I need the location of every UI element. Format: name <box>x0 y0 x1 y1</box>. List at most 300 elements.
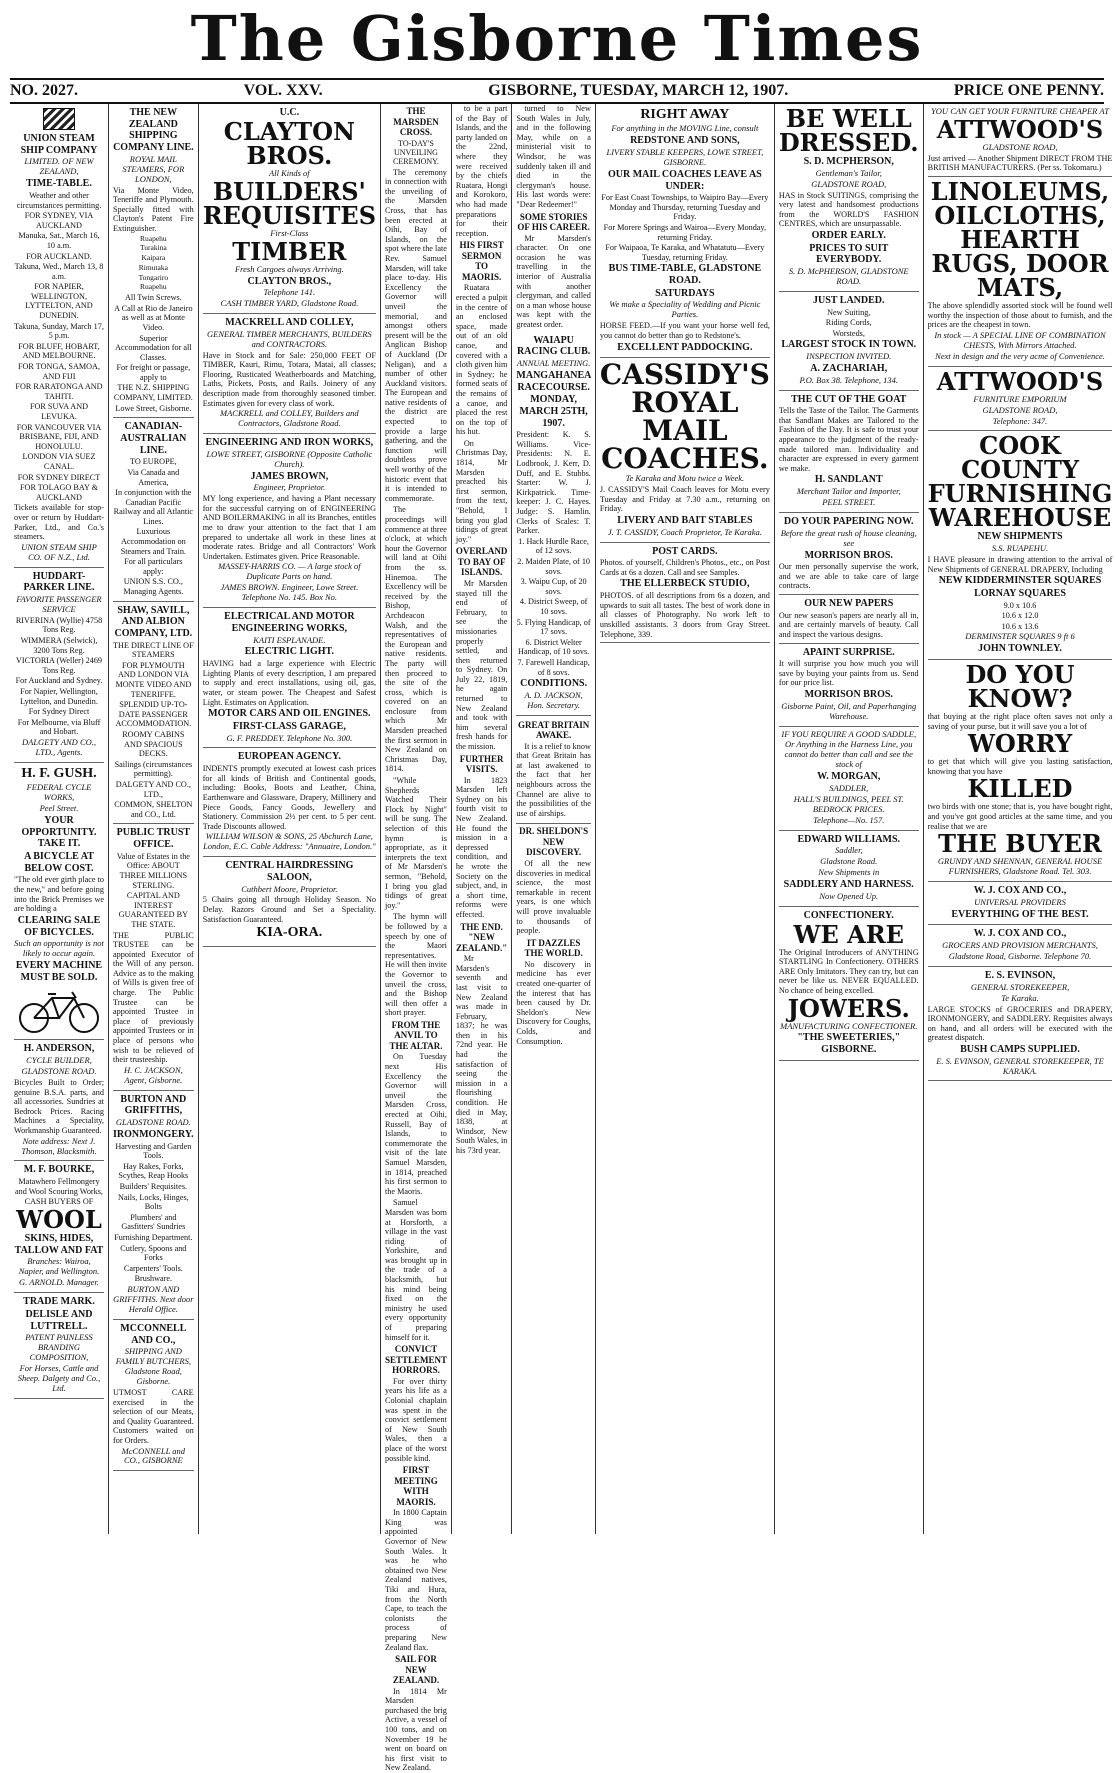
ad-text: Bicycles Built to Order; genuine B.S.A. parts, and all accessories. Sundries at Bedrock Prices. Racing Machines a Speciality, Workmanship Guaranteed. <box>14 1078 104 1135</box>
ad-text: J. CASSIDY'S Mail Coach leaves for Motu every Tuesday and Friday at 7.30 a.m., returning on Friday. <box>599 485 770 514</box>
ad-text: UTMOST CARE exercised in the selection of our Meats, and Quality Guaranteed. Customers waited on for Orders. <box>113 1387 194 1445</box>
ad-text: 5 Chairs going all through Holiday Season. No Delay. Razors Ground and Set a Speciality. Satisfaction Guaranteed. <box>202 895 377 924</box>
ad-name: MORRISON BROS. <box>804 688 893 700</box>
electrical-engineering-ad <box>203 608 376 748</box>
ad-title: POST CARDS. <box>652 545 718 557</box>
ad-name: H. SANDLANT <box>814 474 883 486</box>
volume-number: VOL. XXV. <box>243 82 323 99</box>
sandlant-ad <box>779 391 919 513</box>
article-subheading: HIS FIRST SERMON TO MAORIS. <box>459 240 504 282</box>
ad-heading: BUILDERS' REQUISITES <box>202 176 377 230</box>
article-paragraph: "While Shepherds Watched Their Flock by Night" will be sung. The selection of this hymn is appropriate, as it interprets the text of Mr Marsden's sermon, "Behold, I bring you glad tidings of great joy." <box>385 776 447 910</box>
ad-desc: Gisborne Paint, Oil, and Paperhanging Warehouse. <box>781 700 917 721</box>
ad-title: CANADIAN-AUSTRALIAN LINE. <box>120 421 187 456</box>
ad-title: OUR NEW PAPERS <box>804 598 894 610</box>
ad-heading: WORRY <box>967 729 1073 759</box>
issue-number: NO. 2027. <box>10 82 78 99</box>
ad-heading: ELECTRIC LIGHT. <box>244 646 334 658</box>
list-item: 1. Hack Hurdle Race, of 12 sovs. <box>518 536 589 556</box>
list-item: DALGETY AND CO., LTD., <box>115 780 191 799</box>
column-3 <box>198 104 380 1534</box>
list-item: Ruapehu <box>140 233 167 243</box>
ad-text: YOU CAN GET YOUR FURNITURE CHEAPER AT <box>931 106 1109 116</box>
ad-desc: LIVERY STABLE KEEPERS, LOWE STREET, GISBORNE. <box>606 147 764 167</box>
attwood-emporium-ad <box>928 367 1113 432</box>
ad-heading: CLEARING SALE OF BICYCLES. <box>17 914 101 938</box>
column-9 <box>923 104 1116 1534</box>
article-paragraph: Mr Marsden's character. On one occasion he was travelling in the interior of Australia with another clergyman, and called on a man whose house was kept with the greatest order. <box>516 233 591 329</box>
ad-heading: SADDLERY AND HARNESS. <box>783 879 914 891</box>
article-heading: GREAT BRITAIN AWAKE. <box>517 719 590 741</box>
ad-lines <box>113 457 194 596</box>
article-paragraph: Samuel Marsden was born at Horsforth, a village in the vast riding of Yorkshire, and was brought up in the trade of a blacksmith, but his mind being fixed on the ministry he used every opportunity of preparing himself for it. <box>385 1198 447 1342</box>
morrison-papering-ad <box>779 513 919 595</box>
ad-agent: DALGETY AND CO., LTD., Agents. <box>22 736 96 757</box>
zachariah-ad <box>779 292 919 391</box>
list-item: Nails, Locks, Hinges, Bolts <box>117 1192 189 1212</box>
ad-title: PUBLIC TRUST OFFICE. <box>116 827 191 851</box>
ad-heading: ORDER EARLY. <box>811 229 886 241</box>
list-item: For Melbourne, via Bluff and Hobart. <box>17 717 101 737</box>
ad-subtitle: FEDERAL CYCLE WORKS, <box>26 782 92 803</box>
ad-footer: E. S. EVINSON, GENERAL STOREKEEPER, TE KARAKA. <box>936 1055 1104 1076</box>
list-item: COMMON, SHELTON and CO., Ltd. <box>114 800 193 819</box>
ad-name: THE ELLERBECK STUDIO, <box>620 578 750 590</box>
article-paragraph: Mr Marsden stayed till the end of February, to see the missionaries properly settled, and then returned to Sydney. On July 22, 1819, he again returned to New Zealand and took with him several fresh hands for the mission. <box>455 578 508 752</box>
ad-subtitle: CYCLE BUILDER, <box>26 1055 92 1066</box>
ad-text: Our men personally supervise the work, and we are able to take care of large contracts. <box>778 562 919 591</box>
do-you-know-ad <box>928 660 1113 882</box>
list-item: THE N.Z. SHIPPING COMPANY, LIMITED. <box>113 383 193 403</box>
ad-heading: OUR MAIL COACHES LEAVE AS UNDER: <box>607 168 762 192</box>
list-item: Carpenters' Tools. <box>123 1263 183 1273</box>
article-paragraph: In 1814 Mr Marsden purchased the brig Active, a vessel of 100 tons, and on November 19 he went on board on his first visit to New Zealand. <box>385 1686 447 1773</box>
list-item: Via Canada and America, <box>127 467 180 487</box>
columns <box>10 104 1113 1773</box>
list-item: TO EUROPE, <box>129 457 177 467</box>
ad-title: COOK COUNTY FURNISHING WAREHOUSE <box>927 431 1113 533</box>
article-paragraph: Ruatara erected a pulpit in the centre of an enclosed space, made out of an old canoe, and covered with a cloth given him in Sydney; he formed seats of the remains of a canoe, and placed the rest on the top of his hut. <box>455 283 508 437</box>
list-item: UNION S.S. CO., Managing Agents. <box>123 577 184 597</box>
list-item: Plumbers' and Gasfitters' Sundries <box>121 1212 186 1232</box>
article-paragraph: Of all the new discoveries in medical science, the most remarkable in recent years, is one which will prove invaluable to thousands of people. <box>516 858 591 936</box>
list-item: Luxurious Accommodation on Steamers and Train. <box>120 527 186 556</box>
ad-footer: KIA-ORA. <box>256 925 323 941</box>
ad-title: ATTWOOD'S <box>936 366 1104 396</box>
canadian-australian-ad <box>113 418 194 601</box>
list-item: Ruapehu <box>140 282 167 292</box>
article-paragraph: On Tuesday next His Excellency the Governor will unveil the Marsden Cross, erected at Oihi, Russell, Bay of Islands, to commemorate the visit of the late Samuel Marsden, in 1814, preached his first sermon to the Maoris. <box>385 1052 447 1196</box>
ad-role: Merchant Tailor and Importer, <box>796 486 901 497</box>
list-item: FOR PLYMOUTH AND LONDON VIA MONTE VIDEO AND TENERIFFE. <box>115 660 192 699</box>
ad-text: President: K. S. Williams. Vice-Presidents: N. E. Lodbrook, J. Kerr, D. Duff, and E. Stubbs. Starter: W. J. Kirkpatrick. Time-keeper: J. C. Hayes. Judge: S. Hamlin. Clerks of Scales: T. Parker. <box>516 430 591 536</box>
ad-subtitle: First-Class <box>270 227 309 238</box>
ad-title: MACKRELL AND COLLEY, <box>225 317 354 329</box>
ad-label: U.C. <box>279 107 300 118</box>
ad-name: W. J. COX AND CO., <box>973 885 1067 897</box>
ad-subtitle: ROYAL MAIL STEAMERS, FOR LONDON, <box>122 153 185 184</box>
column-2 <box>108 104 198 1534</box>
ad-telephone: Telephone—No. 157. <box>813 814 885 825</box>
article-paragraph: turned to New South Wales in July, and in the following May, while on a ministerial visit to Windsor, he was suddenly taken ill and died in the clergyman's house. His last words were: "Dear Redeemer!" <box>516 104 591 209</box>
ad-footer: J. T. CASSIDY, Coach Proprietor, Te Karaka. <box>607 526 762 537</box>
ad-secretary: A. D. JACKSON, Hon. Secretary. <box>524 689 583 710</box>
evinson-store-ad <box>928 967 1113 1082</box>
ad-name: REDSTONE AND SONS, <box>630 135 740 147</box>
masthead <box>10 0 1104 78</box>
european-agency-ad <box>203 748 376 857</box>
ad-title: THE NEW ZEALAND SHIPPING COMPANY LINE. <box>113 107 194 154</box>
ad-name: EDWARD WILLIAMS. <box>797 833 901 845</box>
list-item: Superior Accommodation for all Classes. <box>115 333 192 362</box>
list-item: Turakina <box>139 243 167 253</box>
ad-title: WAIAPU RACING CLUB. <box>516 334 591 358</box>
ad-title: JAMES BROWN, <box>250 470 329 482</box>
article-paragraph: For over thirty years his life as a Colonial chaplain was spent in the convict settlement of New South Wales, then a place of the worst possible kind. <box>385 1376 447 1463</box>
column-5 <box>451 104 512 1534</box>
ad-text: I HAVE pleasure in drawing attention to the arrival of New Shipments of GENERAL DRAPERY, Including <box>927 555 1113 574</box>
ad-text: The above splendidly assorted stock will be found well worthy the inspection of those about to furnish, and the prices are the cheapest in town. <box>927 301 1113 330</box>
ad-text: Our new season's papers are nearly all in, and are certainly marvels of beauty. Call and inspect the various designs. <box>778 610 919 639</box>
ad-title: ATTWOOD'S <box>936 114 1104 144</box>
list-item: FOR SYDNEY DIRECT <box>17 472 101 482</box>
ad-footer: G. F. PREDDEY. Telephone No. 300. <box>226 732 353 743</box>
ad-subtitle: GENERAL TIMBER MERCHANTS, BUILDERS and CONTRACTORS. <box>207 328 372 349</box>
ad-subtitle: SHIPPING AND FAMILY BUTCHERS, Gladstone Road, Gisborne. <box>115 1346 191 1386</box>
list-item: All Twin Screws. <box>124 293 182 303</box>
mcpherson-tailor-ad <box>779 104 919 292</box>
ad-name: CLAYTON BROS., <box>247 275 332 287</box>
ad-role: GROCERS AND PROVISION MERCHANTS, <box>942 940 1098 951</box>
ad-title: CLAYTON BROS. <box>223 116 355 170</box>
ad-heading: NEW SHIPMENTS <box>977 531 1063 543</box>
ad-footer: P.O. Box 38. Telephone, 134. <box>799 374 898 385</box>
ad-title: APAINT SURPRISE. <box>802 646 895 658</box>
place-date: GISBORNE, TUESDAY, MARCH 12, 1907. <box>488 82 789 99</box>
list-item: For Sydney Direct <box>28 707 90 717</box>
redstone-ad <box>600 104 770 358</box>
sailing-list <box>14 616 104 737</box>
ad-text: two birds with one stone; that is, you have bought right, and you've got good articles at the same time, and you realise that we are <box>927 802 1113 831</box>
ad-name: A. ZACHARIAH, <box>810 362 888 374</box>
ad-title: BE WELL DRESSED. <box>778 104 919 157</box>
ad-text: Or Anything in the Harness Line, you cannot do better than call and see the stock of <box>784 739 913 770</box>
article-subheading: FROM THE ANVIL TO THE ALTAR. <box>389 1019 443 1051</box>
ad-heading: EXCELLENT PADDOCKING. <box>617 341 753 353</box>
ad-footer: McCONNELL and CO., GISBORNE <box>121 1445 186 1466</box>
ad-name: W. J. COX AND CO., <box>973 928 1067 940</box>
public-trust-ad <box>113 824 194 1090</box>
ad-text: Now Opened Up. <box>819 890 879 901</box>
ad-note: Tickets available for stop-over or return by Huddart-Parker, Ltd., and Co.'s steamers. <box>14 503 104 542</box>
ad-telephone: Telephone: 347. <box>992 415 1048 426</box>
ad-text: PATENT PAINLESS BRANDING COMPOSITION, <box>25 1332 93 1363</box>
ad-title: DO YOU KNOW? <box>965 660 1075 714</box>
ad-title: THE CUT OF THE GOAT <box>791 393 907 405</box>
ad-heading: EVERY MACHINE MUST BE SOLD. <box>15 960 103 983</box>
ad-heading: NEW KIDDERMINSTER SQUARES <box>938 575 1102 587</box>
ad-heading: TIME-TABLE. <box>26 178 92 190</box>
dateline-bar <box>10 78 1104 104</box>
ad-heading: PRICES TO SUIT EVERYBODY. <box>809 242 889 266</box>
list-item: FOR SYDNEY, VIA AUCKLAND <box>24 211 94 230</box>
ad-text: "The old ever girth place to the new," and before going into the Brick Premises we are holding a <box>14 875 104 914</box>
ad-text: The Original Introducers of ANYTHING STARTLING In Confectionery. OTHERS ARE Only Imitators. They can try, but can never be like us. NEVER EQUALLED. No chance of being excelled. <box>778 947 919 995</box>
price: PRICE ONE PENNY. <box>953 82 1104 99</box>
list-item: For Napier, Wellington, Lyttelton, and Dunedin. <box>20 687 98 706</box>
jowers-confectionery-ad <box>779 907 919 1061</box>
list-item: 10.6 x 12.0 <box>1001 611 1039 621</box>
ad-subtitle: Te Karaka and Motu twice a Week. <box>625 473 745 484</box>
masthead-title: The Gisborne Times <box>190 2 924 75</box>
ad-subtitle: GLADSTONE ROAD. <box>115 1117 191 1128</box>
list-item: FOR SUVA AND LEVUKA. <box>29 402 89 421</box>
list-item: 3. Waipu Cup, of 20 sovs. <box>520 577 587 596</box>
ad-address: GLADSTONE ROAD, <box>982 404 1058 415</box>
ad-heading: LIVERY AND BAIT STABLES <box>617 514 753 526</box>
ad-subtitle: All Kinds of <box>269 167 310 178</box>
ad-telephone: Telephone 141. <box>263 287 316 298</box>
ad-footer: For Horses, Cattle and Sheep. Dalgety and Co., Ltd. <box>17 1363 101 1393</box>
ad-name: JOWERS. <box>787 993 910 1023</box>
list-item: Worsteds, <box>832 328 865 338</box>
shaw-savill-ad <box>113 602 194 825</box>
ad-title: EUROPEAN AGENCY. <box>237 751 341 763</box>
ad-text: that buying at the right place often saves not only a saving of your purse, but it will save you a lot of <box>927 712 1113 731</box>
ad-footer: "THE SWEETERIES," GISBORNE. <box>797 1032 901 1056</box>
coach-list <box>600 193 770 262</box>
article-subheading: SOME STORIES OF HIS CAREER. <box>517 211 590 233</box>
morgan-saddler-ad <box>779 727 919 831</box>
list-item: Kaipara <box>141 253 166 263</box>
ad-title: JUST LANDED. <box>813 294 885 306</box>
ad-address: Te Karaka. <box>1001 992 1039 1003</box>
ad-text: DERMINSTER SQUARES 9 ft 6 <box>965 631 1075 642</box>
ad-text: IF YOU REQUIRE A GOOD SADDLE, <box>781 728 917 739</box>
ad-agent: MASSEY-HARRIS CO. — A large stock of Duplicate Parts on hand. <box>218 561 361 582</box>
post-cards-ad <box>600 543 770 644</box>
ad-text: Such an opportunity is not likely to occur again. <box>14 938 104 959</box>
ad-footer: JAMES BROWN. Engineer, Lowe Street. Telephone No. 145. Box No. <box>220 582 359 603</box>
list-item: Manuka, Sat., March 16, 10 a.m. <box>18 231 100 250</box>
ad-address: CASH TIMBER YARD, Gladstone Road. <box>220 298 359 309</box>
list-item: CASH BUYERS OF <box>24 1197 94 1207</box>
column-1 <box>10 104 108 1534</box>
cox-providers-ad <box>928 882 1113 925</box>
ad-role: Saddler, <box>834 845 863 856</box>
ad-footer: BURTON AND GRIFFITHS. Next door Herald Office. <box>113 1284 194 1314</box>
size-list <box>928 601 1113 632</box>
list-item: 5. Flying Handicap, of 17 sovs. <box>516 617 591 637</box>
ad-subtitle: LOWE STREET, GISBORNE (Opposite Catholic Church). <box>206 448 373 469</box>
ad-text: HAVING had a large experience with Electric Lighting Plants of every description, I am prepared to supply and erect installations, using oil, gas, water, or steam power. The Cheapest and Safest Light. Estimates on Application. <box>202 659 377 707</box>
list-item: Sailings (circumstances permitting). <box>114 759 193 779</box>
britain-awake-article <box>516 716 590 825</box>
ad-text: Next in design and the very acme of Convenience. <box>935 350 1105 361</box>
article-subheading: OVERLAND TO BAY OF ISLANDS. <box>455 546 508 578</box>
list-item: FOR VANCOUVER VIA BRISBANE, FIJI, AND HONOLULU. <box>16 422 102 451</box>
ad-text: In stock — A SPECIAL LINE OF COMBINATION CHESTS, With Mirrors Attached. <box>934 329 1106 350</box>
ad-title: MCCONNELL AND CO., <box>120 1322 187 1346</box>
list-item: For all particulars apply: <box>124 557 183 576</box>
ad-title: HUDDART-PARKER LINE. <box>23 570 95 594</box>
ad-text: MY long experience, and having a Plant necessary for the successful carrying on of ENGINEERING AND BOILERMAKING in all its Branches, entitles me to draw your attention to the fact that I am prepared to undertake all work in these lines at moderate rates. Bridge and all Contractors' Work Undertaken. Estimates given. Price Reasonable. <box>202 494 377 561</box>
racing-club-notice <box>516 332 590 716</box>
ad-subtitle: LIMITED. OF NEW ZEALAND, <box>24 156 94 177</box>
ad-lines <box>113 852 194 930</box>
ad-branches: Branches: Wairoa, Napier, and Wellington. <box>18 1256 100 1277</box>
list-item: FOR TOLAGO BAY & AUCKLAND <box>19 483 99 502</box>
list-item: Builders' Requisites. <box>119 1182 188 1192</box>
ad-date: MONDAY, MARCH 25TH, 1907. <box>519 394 588 429</box>
list-item: SPLENDID UP-TO-DATE PASSENGER ACCOMMODATION. <box>115 700 192 729</box>
list-item: LONDON VIA SUEZ CANAL. <box>22 452 96 471</box>
burton-griffiths-ad <box>113 1091 194 1320</box>
ad-footer: MACKRELL and COLLEY, Builders and Contractors, Gladstone Road. <box>220 408 359 429</box>
ad-heading: BUSH CAMPS SUPPLIED. <box>960 1043 1080 1055</box>
ad-text: HAS in Stock SUITINGS, comprising the very latest and handsomest productions from the WORLD'S FASHION CENTRES, which are unsurpassable. <box>778 190 919 229</box>
timetable-list <box>14 191 104 502</box>
list-item: Riding Cords, <box>825 318 872 328</box>
ad-agent: H. C. JACKSON, Agent, Gisborne. <box>123 1064 183 1085</box>
article-paragraph: to be a part of the Bay of Islands, and the party landed on the 22nd, where they were received by the chiefs Ruatara, Hongi and Korokoro, who had made preparations for their reception. <box>455 104 508 238</box>
ad-address: HALL'S BUILDINGS, PEEL ST. BEDROCK PRICES. <box>793 793 904 814</box>
list-item: For freight or passage, apply to <box>116 363 191 382</box>
ad-text: Just arrived — Another Shipment DIRECT FROM THE BRITISH MANUFACTURERS. (Per ss. Tokomaru.) <box>927 153 1113 173</box>
ad-text: INSPECTION INVITED. <box>806 351 892 362</box>
delisle-ad <box>14 1293 104 1399</box>
list-item: Furnishing Department. <box>114 1233 193 1243</box>
williams-saddler-ad <box>779 831 919 907</box>
ad-title: M. F. BOURKE, <box>23 1164 95 1176</box>
list-item: Hay Rakes, Forks, Scythes, Reap Hooks <box>118 1161 189 1181</box>
ad-title: BURTON AND GRIFFITHS, <box>120 1093 187 1117</box>
ad-name: S. D. MCPHERSON, <box>803 156 894 167</box>
ad-text: New Shipments in <box>818 867 880 878</box>
ad-text: Before the great rush of house cleaning, see <box>780 527 917 548</box>
clayton-bros-ad <box>203 104 376 314</box>
column-8 <box>774 104 923 1534</box>
ad-text: Via Monte Video, Teneriffe and Plymouth. Specially fitted with Clayton's Patent Fire Extinguisher. <box>113 185 194 233</box>
list-item: 6. District Welter Handicap, of 10 sovs. <box>518 637 590 657</box>
ad-goods: SKINS, HIDES, TALLOW AND FAT <box>14 1232 104 1256</box>
article-paragraph: The proceedings will commence at three o'clock, at which hour the Governor will land at Oihi from the ss. Hinemoa. The Excellency will be received by the Bishop, Archdeacon Walsh, and the representatives of the European and native residents. The party will then proceed to the site of the cross, which is covered on an enclosure from which Mr Marsden preached the first sermon in New Zealand on Christmas Day, 1814. <box>385 505 447 774</box>
james-brown-ad <box>203 434 376 608</box>
list-item: THE DIRECT LINE OF STEAMERS <box>113 640 194 660</box>
ship-list <box>113 235 194 293</box>
list-item: Brushware. <box>134 1274 173 1284</box>
ad-heading: ENGINEERING AND IRON WORKS, <box>205 437 374 449</box>
ad-name: E. S. EVINSON, <box>984 969 1056 981</box>
ad-role: Gentleman's Tailor, <box>815 167 882 178</box>
list-item: FOR NAPIER, WELLINGTON, LYTTELTON, AND DUNEDIN. <box>25 282 93 321</box>
ad-heading: THE BUYER <box>938 829 1102 859</box>
ad-heading: LORNAY SQUARES <box>974 587 1066 599</box>
list-item: CAPITAL AND INTEREST GUARANTEED BY THE STATE. <box>118 891 189 929</box>
list-item: For Auckland and Sydney. <box>15 676 103 686</box>
list-item: Matawhero Fellmongery and Wool Scouring Works, <box>15 1177 103 1196</box>
list-item: ROOMY CABINS AND SPACIOUS DECKS. <box>122 730 185 759</box>
ad-text: HORSE FEED.—If you want your horse well fed, you cannot do better than go to Redstone's. <box>599 321 770 340</box>
ad-subtitle: ANNUAL MEETING. <box>516 357 591 368</box>
ad-text: Have in Stock and for Sale: 250,000 FEET OF TIMBER, Kauri, Rimu, Totara, Matai, all classes; Flooring, Rusticated Weatherboards and Matching, Laths, Pickets, Posts, and Rails. Joinery of any description made from thoroughly seasoned timber. Estimates given for every class of work. <box>202 350 377 408</box>
list-item: For East Coast Townships, to Waipiro Bay—Every Monday and Thursday, returning Tuesday and Friday. <box>601 193 769 222</box>
list-item: In conjunction with the Canadian Pacific Railway and all Atlantic Lines. <box>113 488 194 526</box>
list-item: RIVERINA (Wyllie) 4758 Tons Reg. <box>15 615 103 635</box>
ad-heading: WE ARE <box>793 919 904 949</box>
list-item: New Suiting, <box>827 307 871 317</box>
bourke-wool-ad <box>14 1161 104 1293</box>
ad-text: to get that which will give you lasting satisfaction, knowing that you have <box>927 757 1113 776</box>
race-list <box>516 537 590 677</box>
ad-address: GLADSTONE ROAD, <box>982 141 1058 152</box>
ad-footer: GRUNDY AND SHENNAN, GENERAL HOUSE FURNISHERS, Gladstone Road. Tel. 303. <box>937 856 1103 877</box>
ad-address: GLADSTONE ROAD, <box>811 178 887 189</box>
list-item: 9.0 x 10.6 <box>1003 600 1037 610</box>
ad-title: UNION STEAM SHIP COMPANY <box>20 133 98 156</box>
ad-text: PHOTOS. of all descriptions from 6s a dozen, and upwards to suit all tastes. The best of work done in all classes of Photography. No work left to unskilled assistants. 3 doors from Gray Street. Telephone, 339. <box>599 591 770 639</box>
ad-name: MORRISON BROS. <box>804 549 893 561</box>
ad-text: LARGE STOCKS of GROCERIES and DRAPERY, IRONMONGERY, and SADDLERY. Requisites always on hand, and all orders will be executed with the greatest dispatch. <box>927 1004 1113 1043</box>
ad-address: PEEL STREET. <box>822 497 876 508</box>
article-paragraph: No discovery in medicine has ever created one-quarter of the interest that has been caused by Dr. Sheldon's New Discovery for Coughs, Colds, and Consumption. <box>516 959 591 1046</box>
article-subheading: FIRST MEETING WITH MAORIS. <box>394 1465 438 1507</box>
article-paragraph: On Christmas Day, 1814, Mr Marsden preached his first sermon, from the text, "Behold, I bring you glad tidings of great joy." <box>455 438 508 544</box>
ad-text: INDENTS promptly executed at lowest cash prices for all kinds of British and Continental goods, including: Books, Boots and Leather, China, Earthenware and Glassware, Drapery, Millinery and Piece Goods, Fancy Goods, Jewellery and Stationery. Commission 2½ per cent. to 5 per cent. Trade Discounts allowed. <box>202 764 377 831</box>
article-subheading: THE END. "NEW ZEALAND." <box>456 921 508 953</box>
list-item: Tongariro <box>138 272 169 282</box>
union-steam-ship-ad <box>14 104 104 568</box>
ad-text: THE PUBLIC TRUSTEE can be appointed Executor of the Will of any person. Advice as to the making of Wills is given free of charge. The Public Trustee can be appointed Trustee in place of previously appointed Trustees or in place of persons who wish to be relieved of their trusteeship. <box>113 930 194 1065</box>
list-item: 7. Farewell Handicap, of 8 sovs. <box>517 657 590 677</box>
new-papers-ad <box>779 595 919 643</box>
ad-title: LINOLEUMS, OILCLOTHS, HEARTH RUGS, DOOR MATS, <box>930 177 1110 303</box>
column-4 <box>380 104 451 1773</box>
ad-name: W. MORGAN, <box>817 771 881 783</box>
ad-text: Tells the Taste of the Tailor. The Garments that Sandlant Makes are Tailored to the Fashion of the Day. It is safe to trust your appearance to the judgment of the ready-made tailored man. Individuality and character are expressed in every garment we make. <box>778 406 919 473</box>
ad-lines <box>14 1177 104 1207</box>
ad-title: CENTRAL HAIRDRESSING SALOON, <box>225 860 354 883</box>
article-paragraph: Mr Marsden's seventh and last visit to New Zealand was made in February, 1837; he was then in his 72nd year. He had the satisfaction of seeing the mission in a flourishing condition. He died in May, 1838, at Windsor, New South Wales, in his 73rd year. <box>455 954 508 1155</box>
article-heading: THE MARSDEN CROSS. <box>393 106 439 138</box>
ad-subtitle: Cuthbert Moore, Proprietor. <box>241 883 338 894</box>
ad-title: CONFECTIONERY. <box>803 909 894 921</box>
ad-title: DO YOUR PAPERING NOW. <box>783 516 914 527</box>
ad-subtitle: FURNITURE EMPORIUM <box>973 393 1067 404</box>
list-item: 10.6 x 13.6 <box>1001 621 1039 631</box>
ad-role: GENERAL STOREKEEPER, <box>970 981 1070 992</box>
article-paragraph: The hymn will be followed by a speech by one of the Maori representatives. He will then invite the Governor to unveil the cross, and the Bishop will then offer a short prayer. <box>385 912 447 1018</box>
ad-address: Gladstone Road, Gisborne. Telephone 70. <box>948 951 1092 962</box>
list-item: Harvesting and Garden Tools. <box>115 1141 192 1161</box>
list-item: WIMMERA (Selwick), 3200 Tons Reg. <box>20 636 98 655</box>
ad-title: H. ANDERSON, <box>23 1043 95 1055</box>
column-6 <box>511 104 594 1534</box>
list-item: A Call at Rio de Janeiro as well as at Monte Video. <box>114 303 193 332</box>
list-item: Weather and other circumstances permitting. <box>16 190 102 210</box>
ad-lines <box>113 1142 194 1284</box>
bicycle-icon <box>14 984 104 1036</box>
ad-heading: IRONMONGERY. <box>113 1129 194 1140</box>
list-item: Rimutaka <box>138 262 168 272</box>
ad-lines <box>113 641 194 820</box>
ad-manager: G. ARNOLD. Manager. <box>19 1277 99 1288</box>
paint-surprise-ad <box>779 644 919 727</box>
ad-heading: WOOL <box>16 1204 102 1234</box>
ad-role: MANUFACTURING CONFECTIONER. <box>780 1020 918 1031</box>
column-7 <box>595 104 774 1534</box>
huddart-parker-ad <box>14 568 104 763</box>
